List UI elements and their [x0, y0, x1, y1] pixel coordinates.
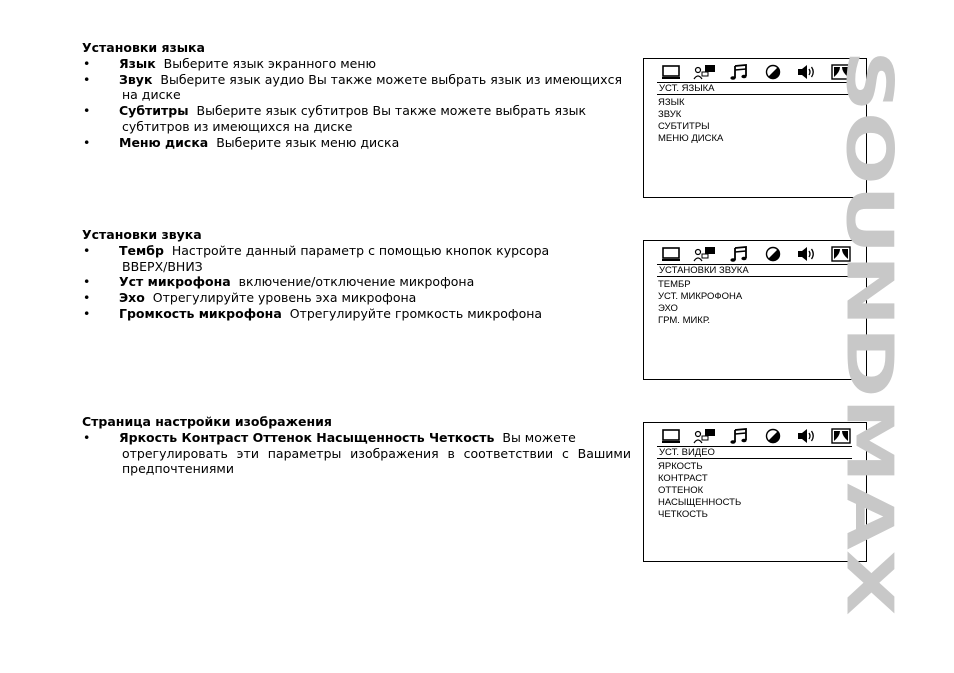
- color-wheel-icon: [760, 427, 786, 445]
- osd-menu-item: СУБТИТРЫ: [658, 121, 710, 132]
- language-settings-section: [82, 40, 631, 151]
- osd-menu-item: ЭХО: [658, 303, 678, 314]
- list-item: • Меню диска Выберите язык меню диска: [82, 135, 631, 151]
- color-wheel-icon: [760, 63, 786, 81]
- section-heading: Установки языка: [82, 40, 205, 55]
- section-heading: Страница настройки изображения: [82, 414, 332, 429]
- soundmax-logo: [831, 50, 942, 616]
- osd-menu-item: УСТ. МИКРОФОНА: [658, 291, 743, 302]
- osd-menu-item: НАСЫЩЕННОСТЬ: [658, 497, 742, 508]
- user-settings-icon: [692, 245, 718, 263]
- monitor-icon: [658, 427, 684, 445]
- picture-settings-section: [82, 414, 631, 477]
- monitor-icon: [658, 63, 684, 81]
- list-item: • Громкость микрофона Отрегулируйте громкость микрофона: [82, 306, 631, 322]
- user-settings-icon: [692, 427, 718, 445]
- osd-menu-item: ТЕМБР: [658, 279, 691, 290]
- music-note-icon: [726, 245, 752, 263]
- list-item: • Тембр Настройте данный параметр с помощью кнопок курсора ВВЕРХ/ВНИЗ: [82, 243, 631, 275]
- list-item: • Субтитры Выберите язык субтитров Вы также можете выбрать язык субтитров из имеющихся на диске: [82, 103, 631, 135]
- sound-settings-section: [82, 227, 631, 322]
- osd-icon-bar: [658, 245, 854, 263]
- list-item: • Звук Выберите язык аудио Вы также можете выбрать язык из имеющихся на диске: [82, 72, 631, 104]
- osd-menu-item: ЯЗЫК: [658, 97, 685, 108]
- osd-menu-item: КОНТРАСТ: [658, 473, 708, 484]
- osd-title: УСТ. ЯЗЫКА: [657, 82, 852, 95]
- section-heading: Установки звука: [82, 227, 202, 242]
- list-item: • Эхо Отрегулируйте уровень эха микрофона: [82, 290, 631, 306]
- osd-menu-item: ЯРКОСТЬ: [658, 461, 703, 472]
- list-item: • Яркость Контраст Оттенок Насыщенность Четкость Вы можете отрегулировать эти параметры изображения в соответствии с Вашими предпочтениями: [82, 430, 631, 477]
- osd-icon-bar: [658, 427, 854, 445]
- osd-menu-item: ОТТЕНОК: [658, 485, 704, 496]
- osd-title: УСТ. ВИДЕО: [657, 446, 852, 459]
- monitor-icon: [658, 245, 684, 263]
- color-wheel-icon: [760, 245, 786, 263]
- svg-text:SOUNDMAX: SOUNDMAX: [831, 50, 906, 472]
- osd-menu-item: ЗВУК: [658, 109, 682, 120]
- speaker-icon: [794, 63, 820, 81]
- osd-icon-bar: [658, 63, 854, 81]
- list-item: • Уст микрофона включение/отключение микрофона: [82, 274, 631, 290]
- osd-title: УСТАНОВКИ ЗВУКА: [657, 264, 852, 277]
- speaker-icon: [794, 245, 820, 263]
- speaker-icon: [794, 427, 820, 445]
- osd-menu-item: МЕНЮ ДИСКА: [658, 133, 724, 144]
- music-note-icon: [726, 427, 752, 445]
- list-item: • Язык Выберите язык экранного меню: [82, 56, 631, 72]
- osd-menu-item: ЧЕТКОСТЬ: [658, 509, 708, 520]
- user-settings-icon: [692, 63, 718, 81]
- osd-menu-item: ГРМ. МИКР.: [658, 315, 711, 326]
- music-note-icon: [726, 63, 752, 81]
